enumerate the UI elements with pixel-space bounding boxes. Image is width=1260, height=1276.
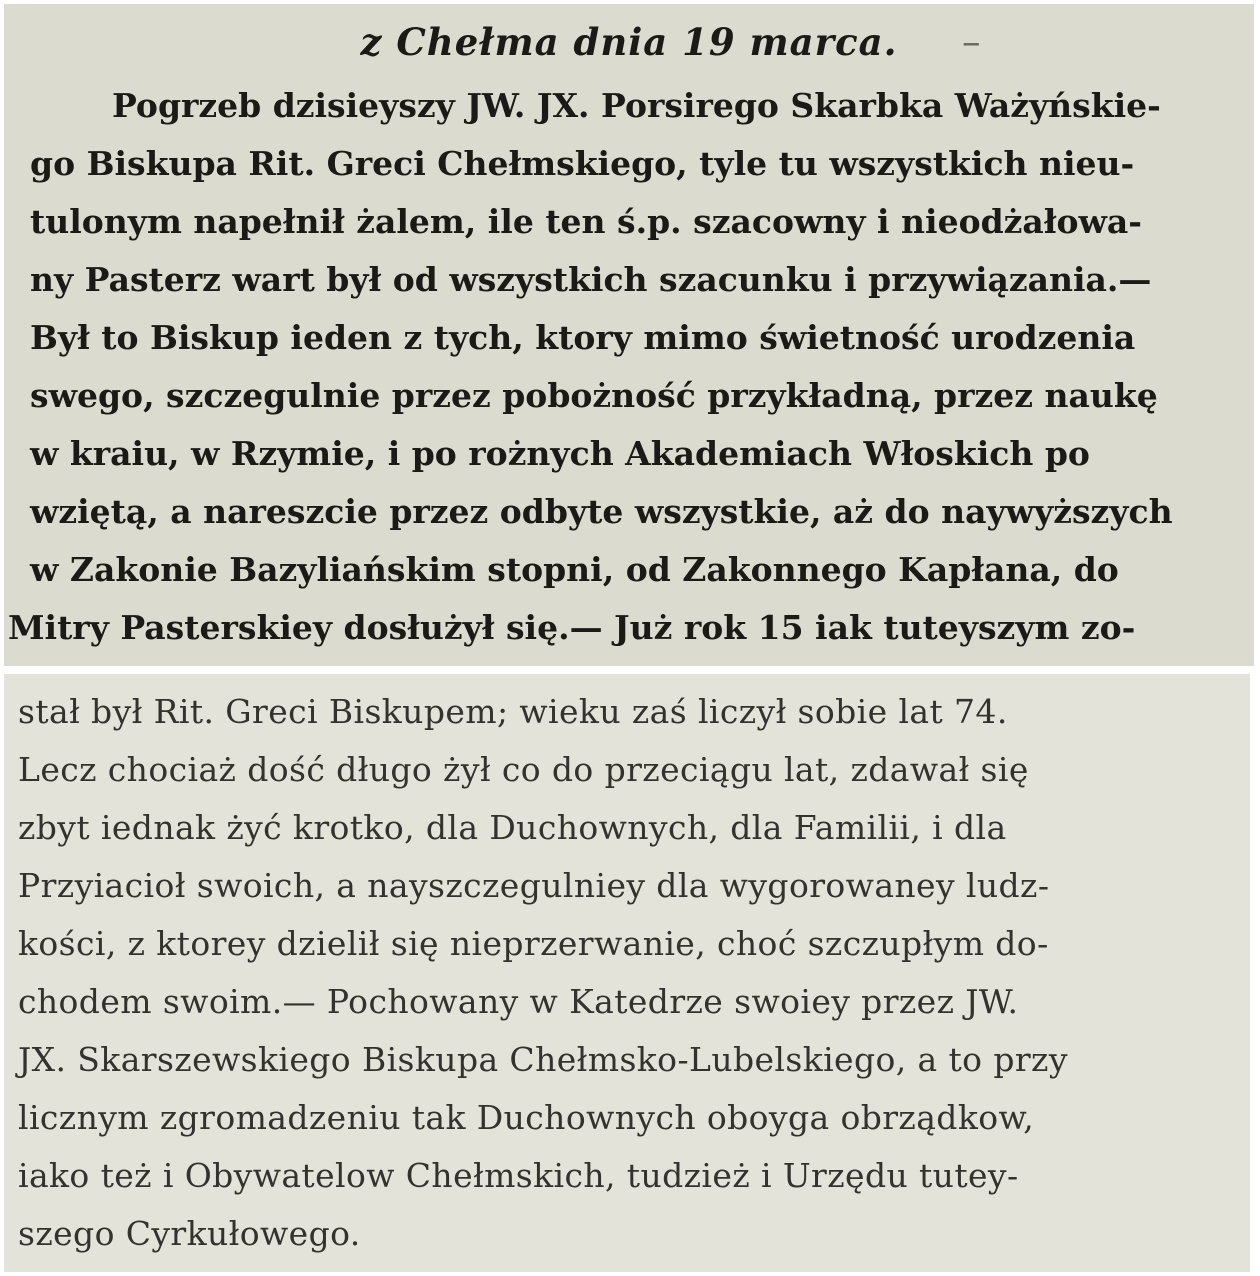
text-line: szego Cyrkułowego. [18, 1214, 361, 1253]
text-line: kości, z ktorey dzielił się nieprzerwanie, choć szczupłym do- [18, 924, 1049, 963]
text-line: chodem swoim.— Pochowany w Katedrze swoiey przez JW. [18, 982, 1019, 1021]
text-line: Pogrzeb dzisieyszy JW. JX. Porsirego Skarbka Ważyńskie- [112, 86, 1161, 125]
text-line: ny Pasterz wart był od wszystkich szacunku i przywiązania.— [30, 260, 1152, 299]
top-clipping [4, 4, 1254, 666]
text-line: licznym zgromadzeniu tak Duchownych oboyga obrządkow, [18, 1098, 1035, 1137]
bottom-clipping [4, 674, 1250, 1272]
text-line: Lecz chociaż dość długo żył co do przeciągu lat, zdawał się [18, 750, 1029, 789]
text-line: iako też i Obywatelow Chełmskich, tudzież i Urzędu tutey- [18, 1156, 1019, 1195]
text-line: Mitry Pasterskiey dosłużył się.— Już rok 15 iak tuteyszym zo- [8, 608, 1136, 647]
text-line: swego, szczegulnie przez pobożność przykładną, przez naukę [30, 376, 1158, 415]
heading-dash: – [962, 20, 982, 63]
text-line: go Biskupa Rit. Greci Chełmskiego, tyle tu wszystkich nieu- [30, 144, 1135, 183]
text-line: Był to Biskup ieden z tych, ktory mimo świetność urodzenia [30, 318, 1136, 357]
text-line: w kraiu, w Rzymie, i po rożnych Akademiach Włoskich po [30, 434, 1090, 473]
text-line: tulonym napełnił żalem, ile ten ś.p. szacowny i nieodżałowa- [30, 202, 1142, 241]
text-line: JX. Skarszewskiego Biskupa Chełmsko-Lubelskiego, a to przy [18, 1040, 1068, 1079]
text-line: w Zakonie Bazyliańskim stopni, od Zakonnego Kapłana, do [30, 550, 1119, 589]
clipping-separator [0, 666, 1260, 674]
text-line: Przyiacioł swoich, a nayszczegulniey dla wygorowaney ludz- [18, 866, 1050, 905]
article-heading [4, 18, 1254, 66]
text-line: stał był Rit. Greci Biskupem; wieku zaś liczył sobie lat 74. [18, 692, 1008, 731]
heading-text: z Chełma dnia 19 marca. [360, 20, 898, 64]
text-line: wziętą, a nareszcie przez odbyte wszystkie, aż do naywyższych [30, 492, 1173, 531]
text-line: zbyt iednak żyć krotko, dla Duchownych, dla Familii, i dla [18, 808, 1007, 847]
